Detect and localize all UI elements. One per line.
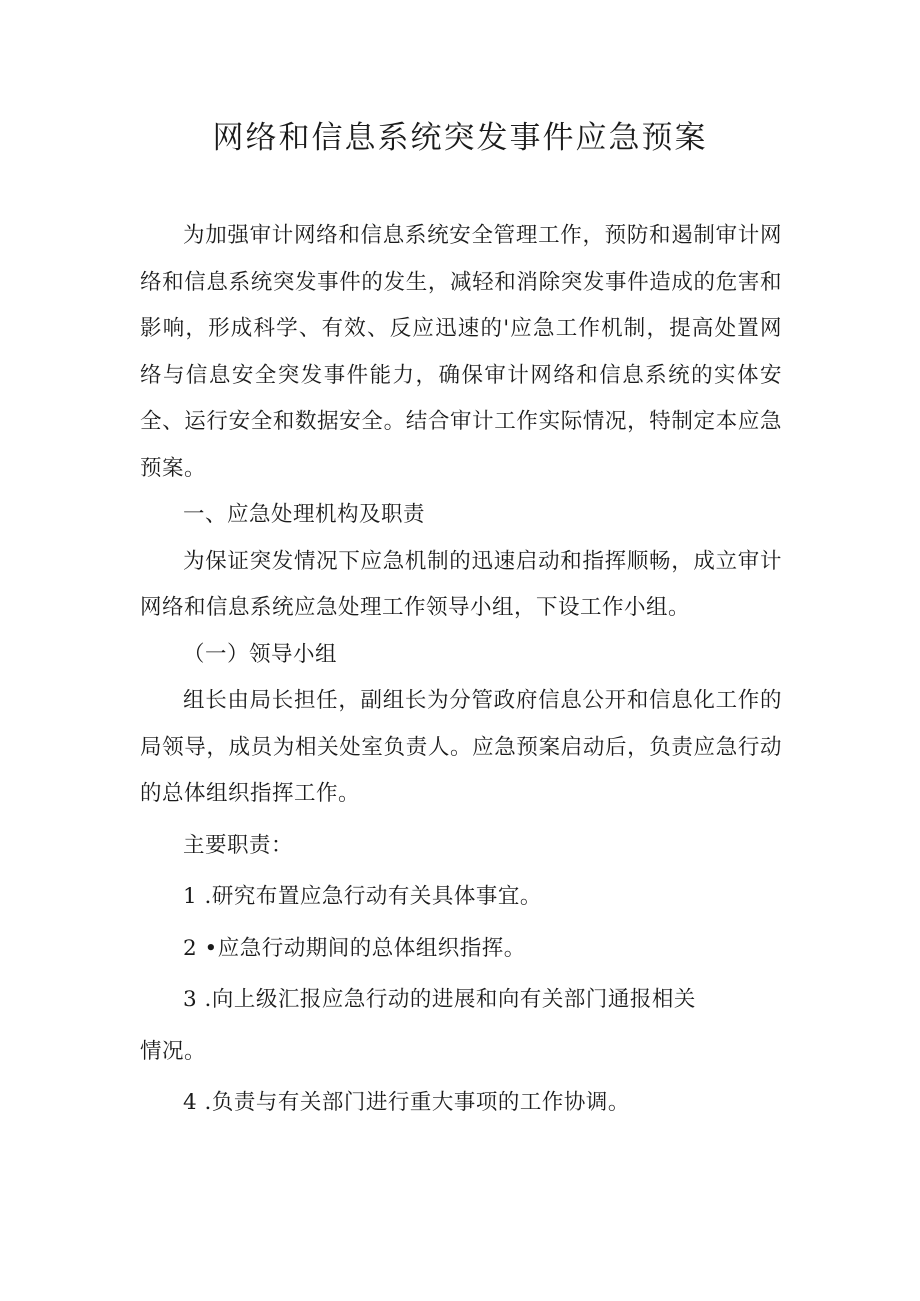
duty-item-3: 3 .向上级汇报应急行动的进展和向有关部门通报相关 (183, 987, 696, 1012)
subsection-paragraph: 组长由局长担任，副组长为分管政府信息公开和信息化工作的局领导，成员为相关处室负责人。应急预案启动后，负责应急行动的总体组织指挥工作。 (140, 688, 782, 806)
duty-item-1: 1 .研究布置应急行动有关具体事宜。 (183, 884, 542, 909)
document-title: 网络和信息系统突发事件应急预案 (212, 120, 708, 156)
duties-heading: 主要职责： (183, 832, 294, 858)
intro-paragraph: 为加强审计网络和信息系统安全管理工作，预防和遏制审计网络和信息系统突发事件的发生，减轻和消除突发事件造成的危害和影响，形成科学、有效、反应迅速的'应急工作机制，提高处置网络与信息安全突发事件能力，确保审计网络和信息系统的实体安全、运行安全和数据安全。结合审计工作实际情况，特制定本应急预案。 (140, 223, 782, 481)
duty-item-3-continued: 情况。 (140, 1038, 207, 1064)
duty-item-2: 2 •应急行动期间的总体组织指挥。 (183, 935, 526, 961)
subsection-heading: （一）领导小组 (183, 641, 338, 667)
section-paragraph: 为保证突发情况下应急机制的迅速启动和指挥顺畅，成立审计网络和信息系统应急处理工作领导小组，下设工作小组。 (140, 548, 782, 620)
duty-item-4: 4 .负责与有关部门进行重大事项的工作协调。 (183, 1090, 630, 1115)
document-body (140, 213, 782, 1127)
section-heading-1: 一、应急处理机构及职责 (183, 502, 426, 527)
